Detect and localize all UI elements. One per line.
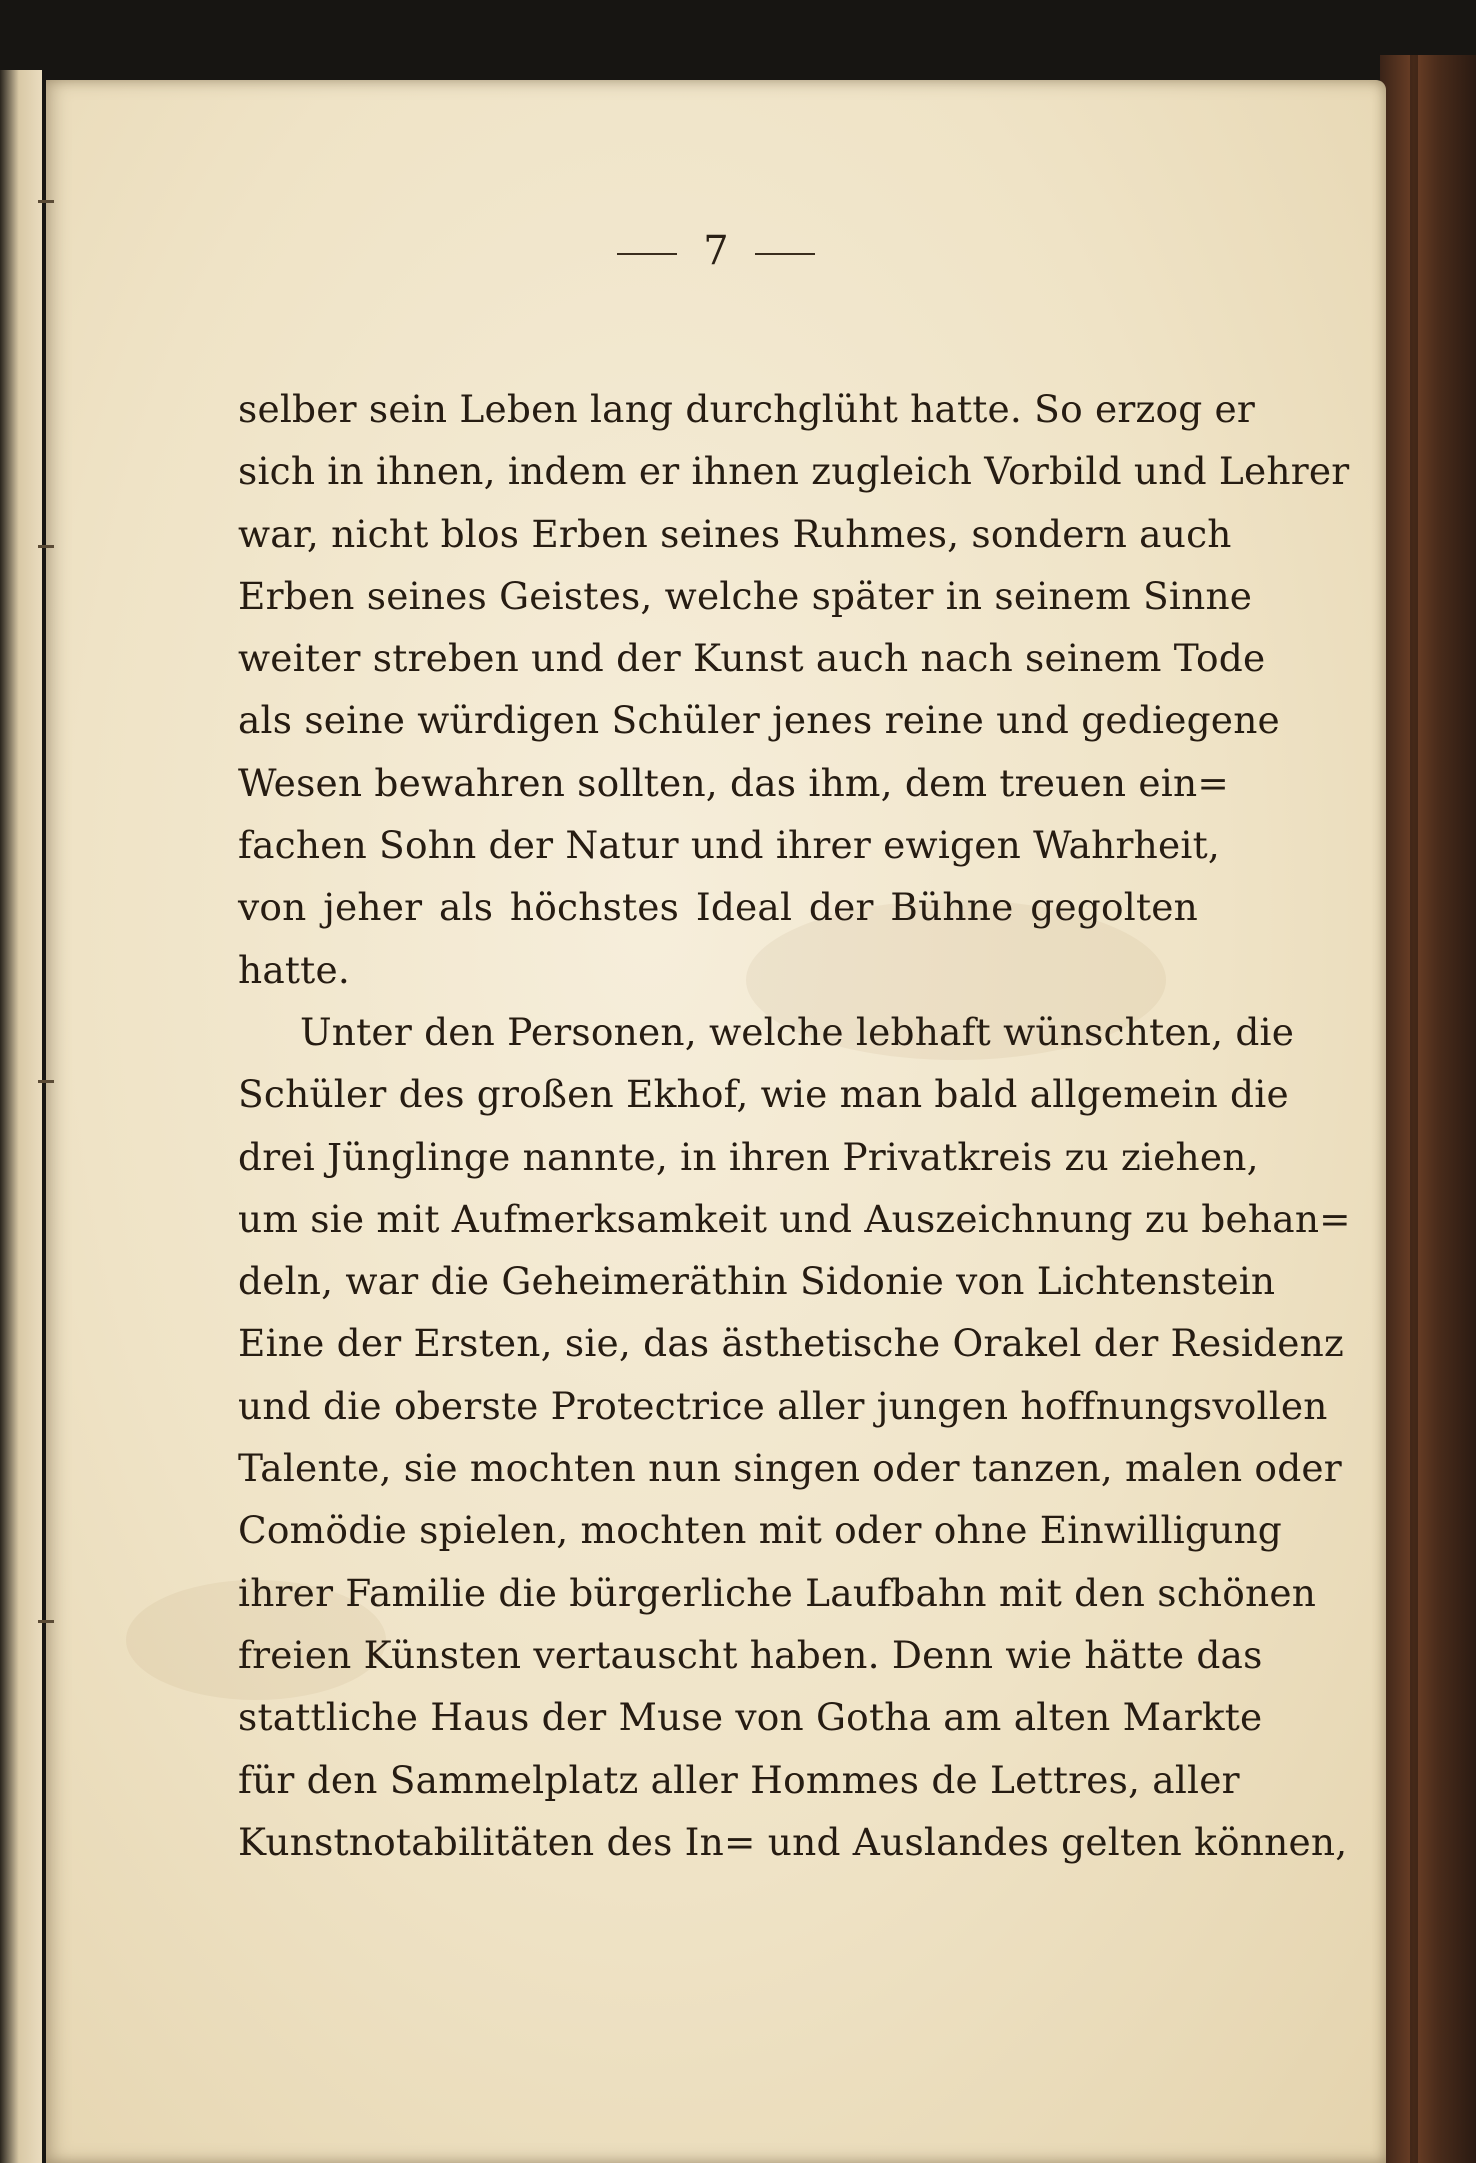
gutter-thread-marks bbox=[38, 200, 58, 1700]
book-cover-edge bbox=[1380, 55, 1476, 2163]
text-line: Schüler des großen Ekhof, wie man bald allgemein die bbox=[238, 1072, 1289, 1117]
thread-mark bbox=[38, 1080, 54, 1083]
header-rule-right bbox=[755, 253, 815, 255]
page-number: 7 bbox=[703, 228, 729, 274]
text-line: Wesen bewahren sollten, das ihm, dem treuen ein= bbox=[238, 760, 1229, 805]
text-line: deln, war die Geheimeräthin Sidonie von Lichtenstein bbox=[238, 1259, 1276, 1304]
thread-mark bbox=[38, 545, 54, 548]
text-line: selber sein Leben lang durchglüht hatte. So erzog er bbox=[238, 387, 1256, 431]
text-line: freien Künsten vertauscht haben. Denn wie hätte das bbox=[238, 1632, 1263, 1677]
text-line: Comödie spielen, mochten mit oder ohne Einwilligung bbox=[238, 1508, 1283, 1553]
text-line: drei Jünglinge nannte, in ihren Privatkreis zu ziehen, bbox=[238, 1134, 1259, 1179]
text-line: für den Sammelplatz aller Hommes de Lettres, aller bbox=[238, 1757, 1240, 1802]
text-line: als seine würdigen Schüler jenes reine und gediegene bbox=[238, 698, 1280, 743]
text-line: Talente, sie mochten nun singen oder tanzen, malen oder bbox=[238, 1446, 1342, 1491]
text-line: Eine der Ersten, sie, das ästhetische Orakel der Residenz bbox=[238, 1321, 1344, 1366]
header-rule-left bbox=[617, 253, 677, 255]
text-line: hatte. bbox=[238, 947, 350, 992]
text-line: war, nicht blos Erben seines Ruhmes, sondern auch bbox=[238, 511, 1232, 556]
thread-mark bbox=[38, 1620, 54, 1623]
text-line: Erben seines Geistes, welche später in seinem Sinne bbox=[238, 573, 1253, 618]
thread-mark bbox=[38, 200, 54, 203]
text-line: ihrer Familie die bürgerliche Laufbahn mit den schönen bbox=[238, 1570, 1317, 1615]
body-text bbox=[238, 378, 1351, 1873]
text-line: weiter streben und der Kunst auch nach seinem Tode bbox=[238, 636, 1266, 681]
text-line: um sie mit Aufmerksamkeit und Auszeichnung zu behan= bbox=[238, 1196, 1351, 1241]
left-page-edge bbox=[0, 70, 42, 2163]
text-line: fachen Sohn der Natur und ihrer ewigen Wahrheit, bbox=[238, 823, 1220, 868]
text-line: und die oberste Protectrice aller jungen hoffnungsvollen bbox=[238, 1383, 1328, 1428]
text-line: Kunstnotabilitäten des In= und Auslandes gelten können, bbox=[238, 1819, 1348, 1864]
text-line: von jeher als höchstes Ideal der Bühne gegolten bbox=[238, 885, 1198, 930]
page-header bbox=[46, 228, 1386, 274]
text-line: sich in ihnen, indem er ihnen zugleich Vorbild und Lehrer bbox=[238, 449, 1350, 494]
book-page bbox=[46, 80, 1386, 2163]
paragraph-start-line: Unter den Personen, welche lebhaft wünschten, die bbox=[300, 1009, 1295, 1054]
text-line: stattliche Haus der Muse von Gotha am alten Markte bbox=[238, 1695, 1263, 1740]
